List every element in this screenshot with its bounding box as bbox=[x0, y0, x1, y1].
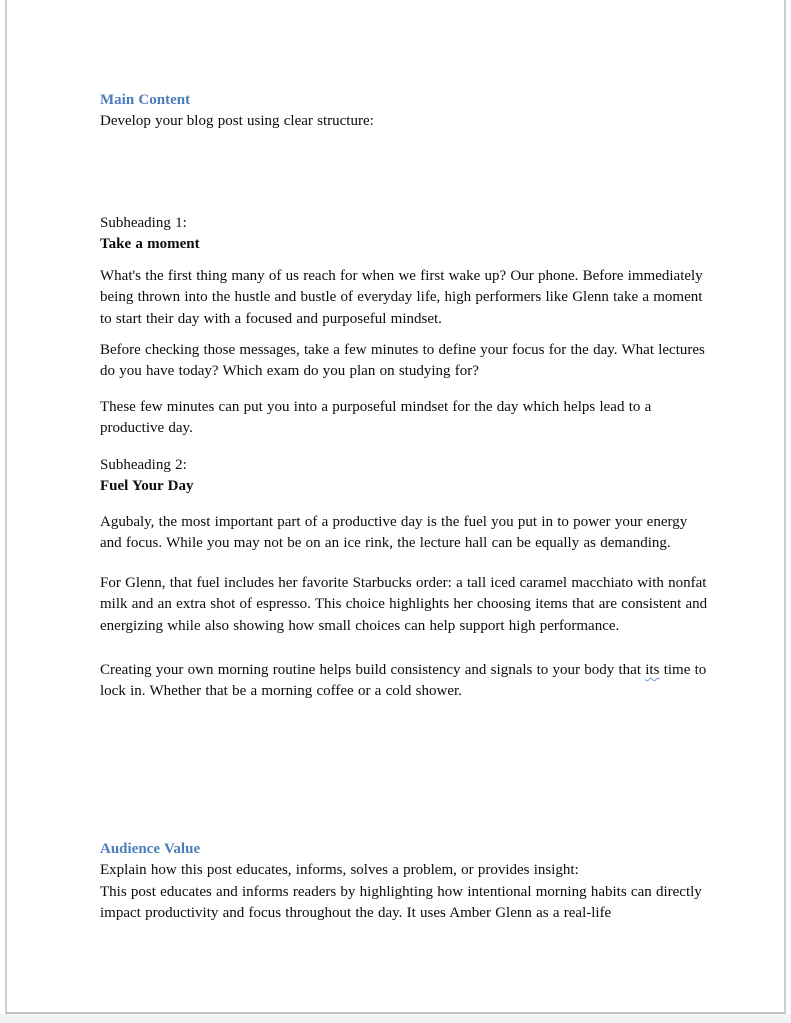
main-content-heading[interactable]: Main Content bbox=[100, 92, 191, 108]
page-gap bbox=[0, 1014, 791, 1023]
paragraph-6[interactable] bbox=[100, 660, 710, 703]
main-content-prompt[interactable]: Develop your blog post using clear structure: bbox=[100, 113, 374, 130]
paragraph-2[interactable]: Before checking those messages, take a few minutes to define your focus for the day. What lectures do you have today? Which exam do you plan on studying for? bbox=[100, 342, 705, 380]
subheading-2-label[interactable]: Subheading 2: bbox=[100, 457, 187, 473]
paragraph-6-text-before: Creating your own morning routine helps build consistency and signals to your body that bbox=[100, 662, 646, 678]
subheading-1-label[interactable]: Subheading 1: bbox=[100, 215, 187, 231]
paragraph-5[interactable]: For Glenn, that fuel includes her favorite Starbucks order: a tall iced caramel macchiato with nonfat milk and an extra shot of espresso. This choice highlights her choosing items that are consistent and energizing while also showing how small choices can help support high performance. bbox=[100, 575, 708, 634]
main-content-section bbox=[100, 90, 710, 133]
paragraph-3[interactable]: These few minutes can put you into a purposeful mindset for the day which helps lead to a productive day. bbox=[100, 399, 652, 437]
paragraph-1[interactable]: What's the first thing many of us reach for when we first wake up? Our phone. Before immediately being thrown into the hustle and bustle of everyday life, high performers like Glenn take a moment to start their day with a focused and purposeful mindset. bbox=[100, 268, 703, 327]
audience-value-prompt[interactable]: Explain how this post educates, informs, solves a problem, or provides insight: bbox=[100, 862, 579, 879]
subheading-1-title[interactable]: Take a moment bbox=[100, 236, 200, 253]
subheading-2-title[interactable]: Fuel Your Day bbox=[100, 478, 194, 495]
audience-value-section bbox=[100, 839, 710, 925]
paragraph-6-text-after: time to lock in. Whether that be a morning coffee or a cold shower. bbox=[100, 662, 707, 700]
document-page[interactable] bbox=[5, 0, 786, 1014]
subheading-2-block bbox=[100, 455, 710, 498]
audience-value-answer[interactable]: This post educates and informs readers by highlighting how intentional morning habits can directly impact productivity and focus throughout the day. It uses Amber Glenn as a real-life bbox=[100, 883, 702, 922]
audience-value-heading[interactable]: Audience Value bbox=[100, 841, 201, 857]
grammar-flagged-word[interactable]: its bbox=[645, 662, 660, 678]
paragraph-4[interactable]: Agubaly, the most important part of a productive day is the fuel you put in to power your energy and focus. While you may not be on an ice rink, the lecture hall can be equally as demanding. bbox=[100, 514, 688, 552]
subheading-1-block bbox=[100, 213, 710, 256]
